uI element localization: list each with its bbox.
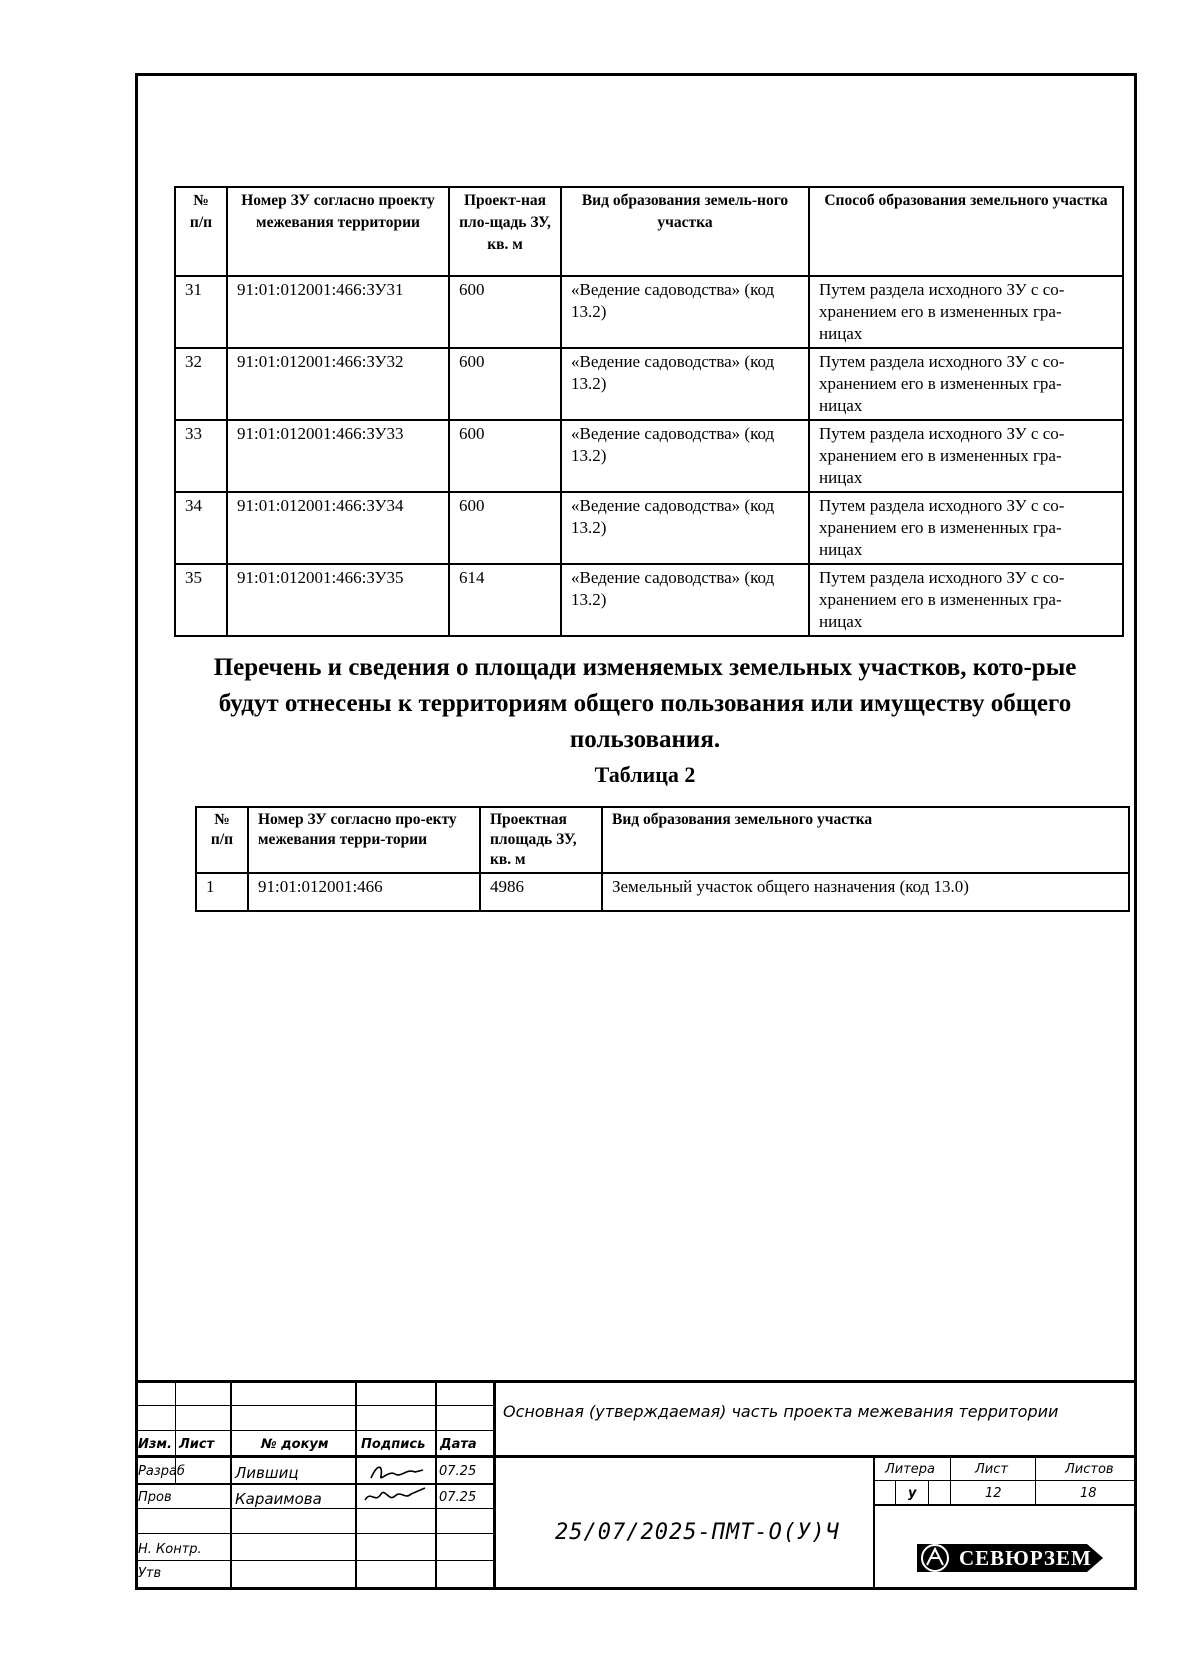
col-area-header: Проект-ная пло-щадь ЗУ, кв. м — [449, 187, 561, 276]
document-code: 25/07/2025-ПМТ-О(У)Ч — [555, 1520, 840, 1545]
stamp-line — [135, 1455, 1137, 1458]
stamp-line — [135, 1508, 495, 1509]
cell-method: Путем раздела исходного ЗУ с со-хранением его в измененных гра-ницах — [809, 564, 1123, 636]
logo-text: СЕВЮРЗЕМ — [959, 1546, 1092, 1570]
stamp-line — [135, 1430, 495, 1431]
stamp-line — [435, 1380, 437, 1590]
stamp-line — [135, 1483, 495, 1485]
stamp-line — [135, 1405, 495, 1406]
plots-table-continued — [174, 186, 1124, 637]
col-area-header: Проектная площадь ЗУ, кв. м — [480, 807, 602, 873]
cell-number: 31 — [175, 276, 227, 348]
label-sign: Подпись — [361, 1437, 426, 1452]
cell-type: «Ведение садоводства» (код 13.2) — [561, 420, 809, 492]
prov-name: Караимова — [235, 1490, 322, 1508]
col-number-header: № п/п — [175, 187, 227, 276]
prov-date: 07.25 — [439, 1490, 477, 1505]
table-row — [175, 276, 1123, 348]
stamp-line — [873, 1504, 1137, 1506]
label-sheet: Лист — [975, 1462, 1008, 1477]
col-plot-id-header: Номер ЗУ согласно про-екту межевания терри-тории — [248, 807, 480, 873]
sheets-total: 18 — [1080, 1486, 1097, 1501]
razrab-name: Лившиц — [235, 1464, 299, 1482]
label-litera: Литера — [885, 1462, 936, 1477]
cell-method: Путем раздела исходного ЗУ с со-хранением его в измененных гра-ницах — [809, 492, 1123, 564]
role-utv: Утв — [138, 1566, 162, 1581]
cell-area: 4986 — [480, 873, 602, 911]
label-izm: Изм. — [138, 1437, 172, 1452]
litera-value: у — [908, 1486, 917, 1501]
cell-area: 600 — [449, 348, 561, 420]
cell-type: «Ведение садоводства» (код 13.2) — [561, 276, 809, 348]
stamp-line — [950, 1455, 951, 1506]
cell-method: Путем раздела исходного ЗУ с со-хранением его в измененных гра-ницах — [809, 420, 1123, 492]
table-header-row — [196, 807, 1129, 873]
label-date: Дата — [440, 1437, 477, 1452]
cell-number: 32 — [175, 348, 227, 420]
stamp-line — [1035, 1455, 1036, 1506]
section-title: Перечень и сведения о площади изменяемых земельных участков, кото-рые будут отнесены к территориям общего пользования или имуществу общего пользования. — [213, 654, 1077, 753]
cell-plot-id: 91:01:012001:466:ЗУ32 — [227, 348, 449, 420]
cell-area: 614 — [449, 564, 561, 636]
table-row — [175, 492, 1123, 564]
label-sheets: Листов — [1065, 1462, 1114, 1477]
col-method-header: Способ образования земельного участка — [809, 187, 1123, 276]
stamp-line — [135, 1380, 1137, 1383]
cell-plot-id: 91:01:012001:466 — [248, 873, 480, 911]
signature-razrab — [367, 1460, 427, 1484]
cell-method: Путем раздела исходного ЗУ с со-хранением его в измененных гра-ницах — [809, 348, 1123, 420]
col-plot-id-header: Номер ЗУ согласно проекту межевания территории — [227, 187, 449, 276]
stamp-line — [895, 1480, 896, 1506]
cell-number: 34 — [175, 492, 227, 564]
label-doc: № докум — [261, 1437, 329, 1452]
cell-plot-id: 91:01:012001:466:ЗУ33 — [227, 420, 449, 492]
stamp-line — [355, 1380, 357, 1590]
col-type-header: Вид образования земельного участка — [602, 807, 1129, 873]
razrab-date: 07.25 — [439, 1464, 477, 1479]
cell-area: 600 — [449, 276, 561, 348]
title-block — [135, 1380, 1137, 1590]
public-use-plots-table — [195, 806, 1130, 912]
role-nkontr: Н. Контр. — [138, 1542, 202, 1557]
cell-plot-id: 91:01:012001:466:ЗУ31 — [227, 276, 449, 348]
cell-area: 600 — [449, 492, 561, 564]
cell-type: Земельный участок общего назначения (код 13.0) — [602, 873, 1129, 911]
table2-caption: Таблица 2 — [594, 762, 696, 787]
table-row — [196, 873, 1129, 911]
cell-type: «Ведение садоводства» (код 13.2) — [561, 564, 809, 636]
stamp-line — [135, 1533, 495, 1534]
cell-number: 35 — [175, 564, 227, 636]
table-row — [175, 348, 1123, 420]
sheet-number: 12 — [985, 1486, 1002, 1501]
cell-number: 33 — [175, 420, 227, 492]
cell-method: Путем раздела исходного ЗУ с со-хранением его в измененных гра-ницах — [809, 276, 1123, 348]
company-logo — [907, 1543, 1107, 1573]
stamp-line — [135, 1560, 495, 1561]
stamp-line — [230, 1380, 232, 1590]
cell-type: «Ведение садоводства» (код 13.2) — [561, 492, 809, 564]
cell-plot-id: 91:01:012001:466:ЗУ34 — [227, 492, 449, 564]
cell-number: 1 — [196, 873, 248, 911]
cell-type: «Ведение садоводства» (код 13.2) — [561, 348, 809, 420]
stamp-line — [928, 1480, 929, 1506]
col-type-header: Вид образования земель-ного участка — [561, 187, 809, 276]
table-row — [175, 564, 1123, 636]
stamp-line — [493, 1380, 496, 1590]
document-title: Основная (утверждаемая) часть проекта межевания территории — [503, 1402, 1059, 1421]
label-list: Лист — [179, 1437, 215, 1452]
table-header-row — [175, 187, 1123, 276]
signature-prov — [363, 1484, 429, 1508]
cell-area: 600 — [449, 420, 561, 492]
role-prov: Пров — [138, 1490, 172, 1505]
role-razrab: Разраб — [138, 1464, 185, 1479]
stamp-line — [873, 1455, 875, 1590]
cell-plot-id: 91:01:012001:466:ЗУ35 — [227, 564, 449, 636]
table-row — [175, 420, 1123, 492]
col-number-header: № п/п — [196, 807, 248, 873]
stamp-line — [873, 1480, 1137, 1481]
